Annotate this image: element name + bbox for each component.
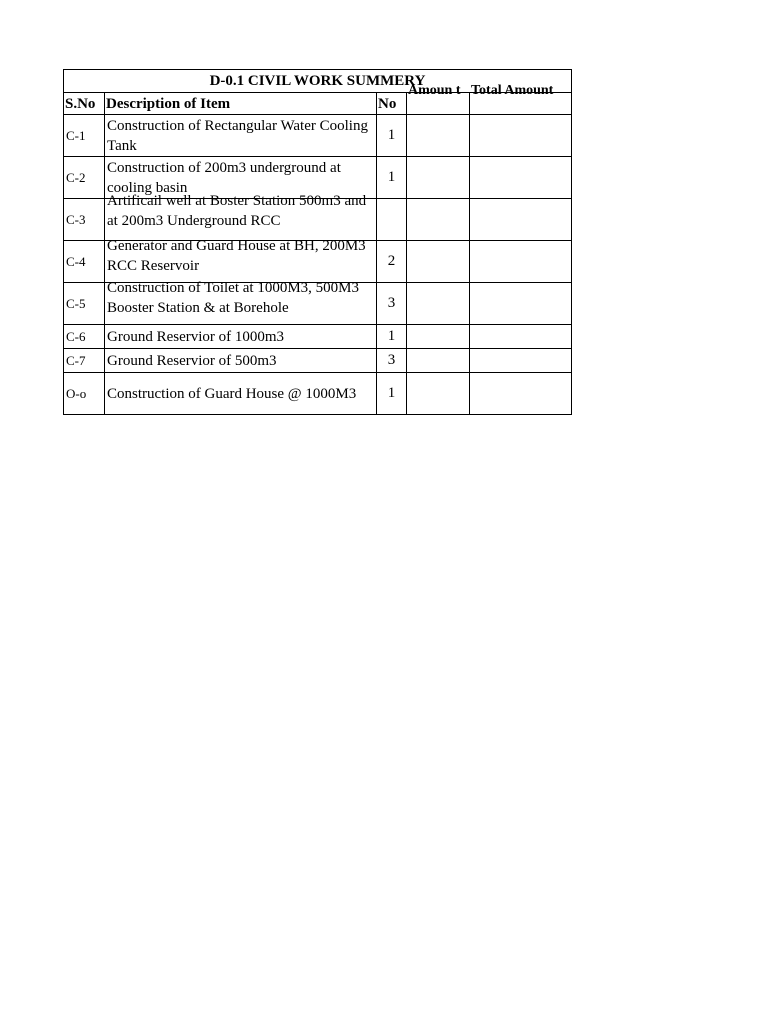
header-row bbox=[64, 93, 572, 115]
cell-no bbox=[377, 199, 407, 241]
cell-amount[interactable] bbox=[407, 157, 470, 199]
cell-amount[interactable] bbox=[407, 241, 470, 283]
cell-sno: C-5 bbox=[64, 283, 105, 325]
table-title: D-0.1 CIVIL WORK SUMMERY bbox=[64, 70, 572, 93]
header-no: No bbox=[377, 93, 407, 115]
cell-sno: C-3 bbox=[64, 199, 105, 241]
description-text: Generator and Guard House at BH, 200M3 RCC Reservoir bbox=[107, 237, 366, 274]
cell-amount[interactable] bbox=[407, 283, 470, 325]
header-total-amount-text: Total Amount bbox=[471, 83, 554, 98]
cell-description bbox=[105, 279, 377, 325]
cell-description bbox=[105, 373, 377, 415]
description-text: Artificail well at Boster Station 500m3 and at 200m3 Underground RCC bbox=[107, 192, 367, 229]
cell-total-amount[interactable] bbox=[470, 241, 572, 283]
cell-no: 1 bbox=[377, 157, 407, 199]
cell-amount[interactable] bbox=[407, 349, 470, 373]
table-row bbox=[64, 115, 572, 157]
cell-description bbox=[105, 325, 377, 349]
cell-total-amount[interactable] bbox=[470, 157, 572, 199]
header-amount bbox=[407, 83, 470, 115]
cell-total-amount[interactable] bbox=[470, 373, 572, 415]
header-sno: S.No bbox=[64, 93, 105, 115]
cell-sno: C-2 bbox=[64, 157, 105, 199]
cell-no: 2 bbox=[377, 241, 407, 283]
description-text: Construction of Toilet at 1000M3, 500M3 Booster Station & at Borehole bbox=[107, 279, 359, 316]
cell-description bbox=[105, 192, 377, 241]
civil-work-summary-table bbox=[63, 69, 572, 415]
description-text: Construction of Rectangular Water Cooling Tank bbox=[107, 117, 368, 154]
table-row bbox=[64, 199, 572, 241]
cell-total-amount[interactable] bbox=[470, 325, 572, 349]
cell-total-amount[interactable] bbox=[470, 115, 572, 157]
cell-amount[interactable] bbox=[407, 373, 470, 415]
cell-no: 3 bbox=[377, 283, 407, 325]
cell-sno: C-1 bbox=[64, 115, 105, 157]
table-row bbox=[64, 283, 572, 325]
cell-no: 3 bbox=[377, 349, 407, 373]
cell-total-amount[interactable] bbox=[470, 283, 572, 325]
cell-amount[interactable] bbox=[407, 199, 470, 241]
description-text: Construction of Guard House @ 1000M3 bbox=[107, 385, 357, 402]
cell-description bbox=[105, 349, 377, 373]
cell-amount[interactable] bbox=[407, 325, 470, 349]
description-text: Ground Reservior of 1000m3 bbox=[107, 328, 285, 345]
cell-amount[interactable] bbox=[407, 115, 470, 157]
description-text: Ground Reservior of 500m3 bbox=[107, 352, 277, 369]
table-row bbox=[64, 241, 572, 283]
cell-description bbox=[105, 237, 377, 283]
cell-no: 1 bbox=[377, 115, 407, 157]
cell-total-amount[interactable] bbox=[470, 349, 572, 373]
cell-no: 1 bbox=[377, 373, 407, 415]
cell-sno: C-7 bbox=[64, 349, 105, 373]
description-text: Construction of 200m3 underground at cooling basin bbox=[107, 159, 341, 196]
header-total-amount bbox=[470, 83, 572, 115]
work-summary-sheet bbox=[63, 69, 571, 415]
cell-sno: O-o bbox=[64, 373, 105, 415]
header-amount-text: Amoun t bbox=[408, 83, 461, 98]
cell-total-amount[interactable] bbox=[470, 199, 572, 241]
table-row bbox=[64, 325, 572, 349]
table-row bbox=[64, 349, 572, 373]
cell-sno: C-4 bbox=[64, 241, 105, 283]
header-description: Description of Item bbox=[105, 93, 377, 115]
cell-sno: C-6 bbox=[64, 325, 105, 349]
table-row bbox=[64, 373, 572, 415]
cell-no: 1 bbox=[377, 325, 407, 349]
cell-description bbox=[105, 115, 377, 157]
